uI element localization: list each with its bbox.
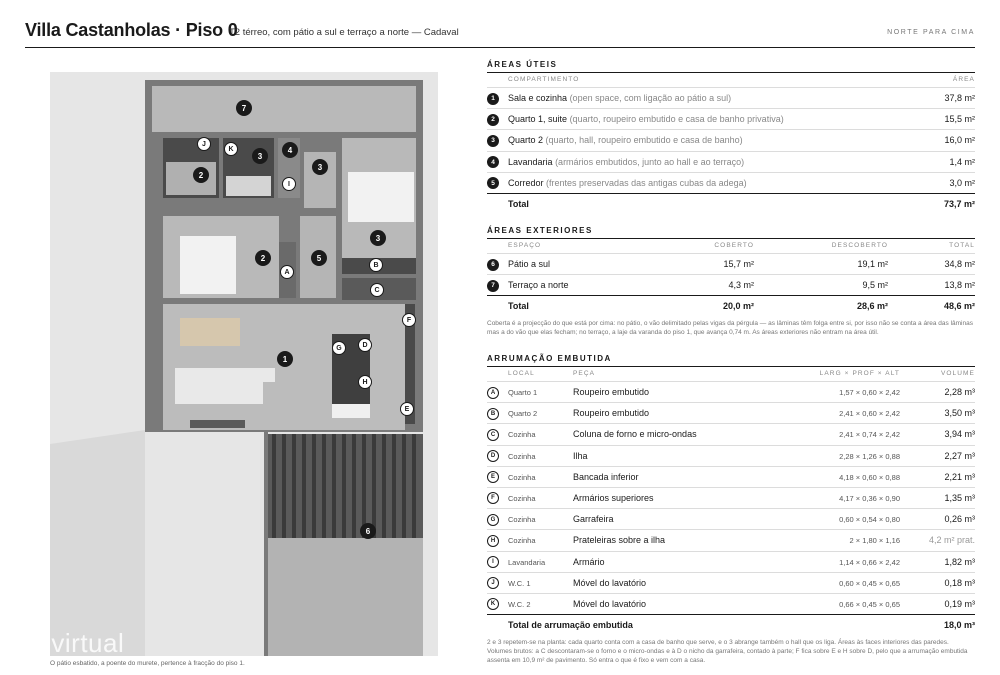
storage-dims: 2,28 × 1,26 × 0,88 [839,451,900,461]
uncovered-area: 9,5 m² [862,280,888,291]
storage-volume: 0,18 m³ [944,577,975,588]
room-area: 15,5 m² [944,114,975,125]
room-description: (frentes preservadas das antigas cubas da adega) [546,177,747,188]
room-name: Lavandaria [508,156,553,167]
table-row [487,381,975,402]
storage-piece: Bancada inferior [573,471,639,482]
col-header-volume: VOLUME [940,370,975,377]
floor-plan [50,72,438,656]
room-name-cell [508,178,747,188]
storage-letter-badge: J [487,577,499,589]
watermark-logo: imovirtual [8,628,125,658]
table-row [487,108,975,129]
col-header-total: TOTAL [949,242,975,249]
total-row [487,295,975,316]
room-name-cell [508,114,784,124]
storage-piece: Armários superiores [573,492,654,503]
faded-patio [50,430,145,656]
storage-dims: 2 × 1,80 × 1,16 [849,536,900,546]
col-header-peca: PEÇA [573,370,596,377]
room-name: Quarto 2 [508,135,544,146]
storage-piece: Móvel do lavatório [573,577,647,588]
wc1-floor [166,162,216,195]
storage-marker-k: K [224,142,238,156]
sofa-arm [263,368,275,382]
island-shelves [332,404,370,418]
plan-caption: O pátio esbatido, a poente do murete, pertence à fracção do piso 1. [50,660,245,667]
total-label: Total [508,198,529,209]
total-value: 18,0 m³ [943,620,975,631]
storage-letter-badge: D [487,450,499,462]
room-name-cell [508,93,731,103]
col-header-local: LOCAL [508,370,535,377]
storage-letter-badge: E [487,471,499,483]
storage-volume: 2,21 m³ [944,471,975,482]
storage-volume: 2,27 m³ [944,450,975,461]
section-title: ARRUMAÇÃO EMBUTIDA [487,354,612,363]
table-row [487,274,975,295]
storage-marker-j: J [197,137,211,151]
storage-letter-badge: C [487,429,499,441]
room-marker-2: 2 [193,167,209,183]
storage-dims: 0,60 × 0,45 × 0,65 [839,578,900,588]
page-subtitle: T2 térreo, com pátio a sul e terraço a norte — Cadaval [229,27,459,38]
total-row [487,614,975,635]
table-row [487,129,975,150]
storage-marker-d: D [358,338,372,352]
storage-local: Cozinha [508,430,536,440]
storage-local: Cozinha [508,472,536,482]
north-indicator: NORTE PARA CIMA [887,29,975,36]
total-value: 73,7 m² [943,198,975,209]
room-name: Corredor [508,177,544,188]
table-row [487,572,975,593]
total-uncovered: 28,6 m² [856,301,888,312]
storage-volume: 2,28 m³ [944,387,975,397]
storage-piece: Armário [573,556,605,567]
storage-local: Quarto 2 [508,409,538,419]
col-header-dims: LARG × PROF × ALT [819,370,900,377]
storage-volume: 1,35 m³ [944,492,975,503]
areas-exteriores-section [487,226,975,337]
storage-local: Cozinha [508,451,536,461]
arrumacao-section [487,354,975,665]
page-header [25,18,975,48]
storage-marker-e: E [400,402,414,416]
storage-volume: 4,2 m² prat. [928,535,975,546]
room-area: 3,0 m² [949,177,975,188]
total-label: Total [508,301,529,312]
storage-marker-b: B [369,258,383,272]
sofa [175,368,263,404]
storage-letter-badge: I [487,556,499,568]
storage-dims: 0,66 × 0,45 × 0,65 [839,599,900,609]
dining-table [180,318,240,346]
table-row [487,87,975,108]
space-name: Pátio a sul [508,259,551,269]
uncovered-area: 19,1 m² [857,259,888,269]
storage-piece: Prateleiras sobre a ilha [573,535,666,546]
storage-piece: Roupeiro embutido [573,387,650,397]
table-row [487,402,975,423]
room-area: 1,4 m² [949,156,975,167]
space-number-badge: 6 [487,259,499,271]
table-row [487,551,975,572]
page-title: Villa Castanholas · Piso 0 [25,20,238,40]
table-row [487,172,975,193]
room-marker-3-bedroom: 3 [370,230,386,246]
column-headers [487,367,975,381]
section-title: ÁREAS EXTERIORES [487,226,593,235]
storage-dims: 2,41 × 0,74 × 2,42 [839,430,900,440]
areas-uteis-section [487,60,975,214]
column-headers [487,239,975,253]
storage-local: Cozinha [508,493,536,503]
storage-letter-badge: F [487,492,499,504]
storage-dims: 1,14 × 0,66 × 2,42 [839,557,900,567]
storage-piece: Garrafeira [573,514,614,525]
storage-dims: 4,17 × 0,36 × 0,90 [839,493,900,503]
room-description: (quarto, hall, roupeiro embutido e casa de banho) [545,135,743,146]
wc2-tub [226,176,271,196]
storage-piece: Ilha [573,450,588,461]
room-description: (open space, com ligação ao pátio a sul) [569,93,732,103]
storage-letter-badge: H [487,535,499,547]
col-header-room: COMPARTIMENTO [508,76,580,83]
storage-piece: Roupeiro embutido [573,408,650,419]
storage-marker-g: G [332,341,346,355]
col-header-uncovered: DESCOBERTO [831,242,888,249]
storage-dims: 4,18 × 0,60 × 0,88 [839,472,900,482]
storage-local: Lavandaria [508,557,546,567]
floor-plan-drawing [50,72,438,656]
storage-marker-c: C [370,283,384,297]
storage-piece: Coluna de forno e micro-ondas [573,429,697,440]
storage-dims: 1,57 × 0,60 × 2,42 [839,388,900,397]
storage-marker-h: H [358,375,372,389]
column-headers [487,73,975,87]
covered-area: 15,7 m² [723,259,754,269]
storage-local: Cozinha [508,536,536,546]
room-number-badge: 1 [487,93,499,105]
storage-marker-f: F [402,313,416,327]
room-number-badge: 4 [487,156,499,168]
storage-dims: 0,60 × 0,54 × 0,80 [839,515,900,525]
table-row [487,423,975,444]
room-number-badge: 3 [487,135,499,147]
total-area: 34,8 m² [944,259,975,269]
terrace-north [152,86,416,132]
table-row [487,593,975,614]
room-name: Quarto 1, suite [508,114,568,125]
total-covered: 20,0 m² [722,301,754,312]
room-marker-3: 3 [252,148,268,164]
table-row [487,151,975,172]
table-row [487,466,975,487]
room-number-badge: 2 [487,114,499,126]
room-marker-2-bedroom: 2 [255,250,271,266]
tv-unit [190,420,245,428]
storage-volume: 1,82 m³ [944,556,975,567]
storage-volume: 3,50 m³ [944,408,975,419]
storage-volume: 0,19 m³ [944,598,975,609]
storage-volume: 3,94 m³ [944,429,975,440]
room-number-badge: 5 [487,177,499,189]
col-header-covered: COBERTO [714,242,754,249]
table-row [487,487,975,508]
room-marker-4: 4 [282,142,298,158]
space-number-badge: 7 [487,280,499,292]
room-name-cell [508,135,743,145]
section-title: ÁREAS ÚTEIS [487,60,558,69]
storage-letter-badge: A [487,387,499,399]
room-marker-7: 7 [236,100,252,116]
storage-piece: Móvel do lavatório [573,598,647,609]
exteriores-note: Coberta é a projecção do que está por cima: no pátio, o vão delimitado pelas vigas da pérgula — as lâminas têm folga entre si, por isso não se conta a área das lâminas mas a do vão que elas fecham; no terraço, a laje da varanda do piso 1, que avança 0,74 m. As áreas exteriores não entram na área útil. [487,320,973,337]
total-label: Total de arrumação embutida [508,620,633,631]
storage-local: W.C. 2 [508,599,531,609]
storage-local: Cozinha [508,515,536,525]
storage-local: W.C. 1 [508,578,531,588]
storage-local: Quarto 1 [508,388,538,397]
room-description: (armários embutidos, junto ao hall e ao terraço) [555,156,745,167]
room-marker-5: 5 [311,250,327,266]
bed-1 [180,236,236,294]
storage-volume: 0,26 m³ [944,514,975,525]
table-row [487,508,975,529]
storage-letter-badge: G [487,514,499,526]
table-row [487,529,975,550]
room-marker-3-hall: 3 [312,159,328,175]
arrumacao-note: 2 e 3 repetem-se na planta: cada quarto conta com a casa de banho que serve, e o 3 abrange também o hall que os liga. Áreas às faces interiores das paredes. Volumes brutos: a C descontaram-se o forno e o micro-ondas e à D o nicho da garrafeira, contado à parte; F fica sobre E e H sobre D, pelo que a arrumação embutida assenta em 10,9 m² de pavimento. Só entra o que é fixo e vem com a casa. [487,639,968,665]
storage-letter-badge: B [487,408,499,420]
col-header-area: ÁREA [952,76,975,83]
room-name: Sala e cozinha [508,93,568,103]
col-header-space: ESPAÇO [508,242,542,249]
room-marker-1: 1 [277,351,293,367]
storage-marker-a: A [280,265,294,279]
storage-letter-badge: K [487,598,499,610]
room-area: 16,0 m² [944,135,975,146]
covered-area: 4,3 m² [728,280,754,291]
table-row [487,253,975,274]
patio-wall [264,430,268,656]
total-area: 13,8 m² [944,280,975,291]
total-row [487,193,975,214]
storage-dims: 2,41 × 0,60 × 2,42 [839,409,900,419]
room-name-cell [508,157,744,167]
table-row [487,445,975,466]
room-area: 37,8 m² [944,93,975,103]
bed-2 [348,172,414,222]
room-marker-6: 6 [360,523,376,539]
space-name: Terraço a norte [508,280,569,291]
pergola-slats [272,434,416,538]
room-description: (quarto, roupeiro embutido e casa de banho privativa) [569,114,784,125]
storage-marker-i: I [282,177,296,191]
total-total: 48,6 m² [943,301,975,312]
